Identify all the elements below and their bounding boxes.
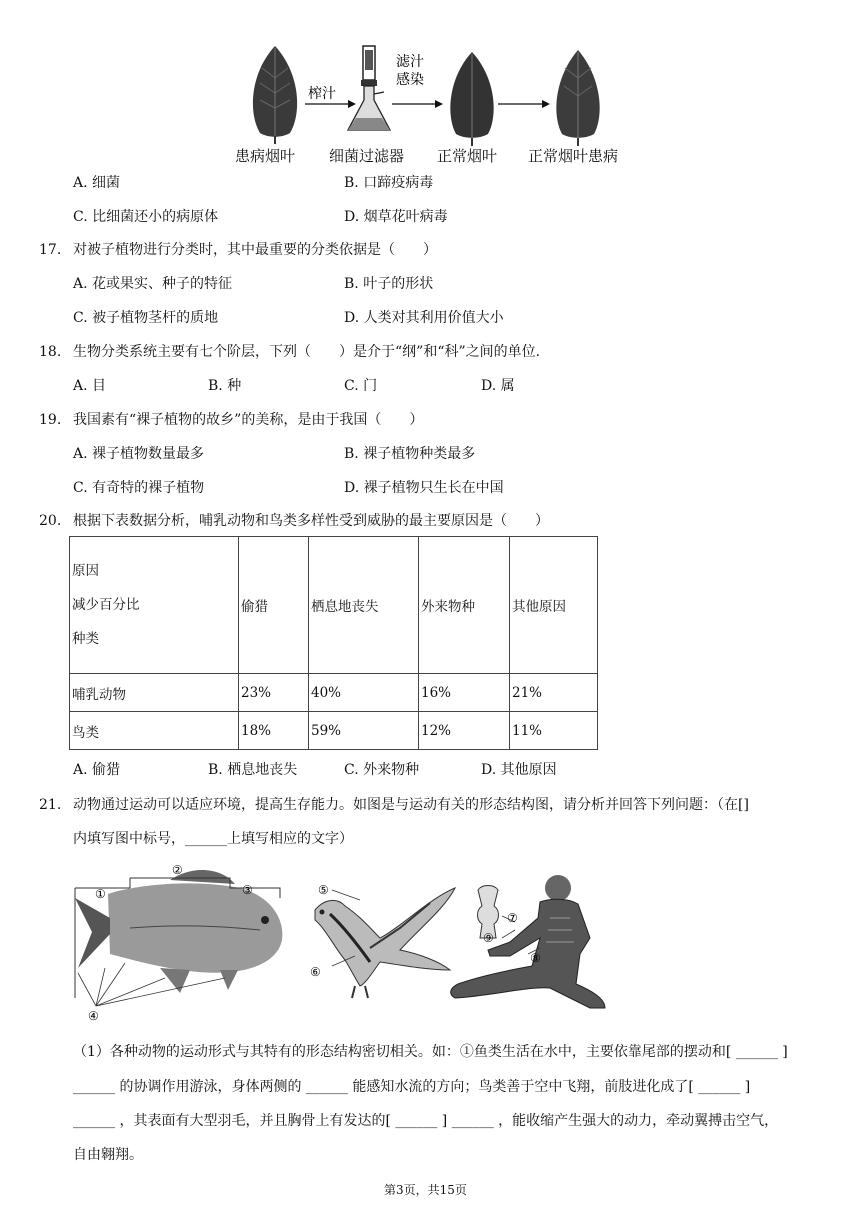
q17-option-b[interactable]: B. 叶子的形状 [344,276,434,292]
table-cell: 18% [239,712,309,750]
threat-causes-table [69,536,598,750]
q17-option-d[interactable]: D. 人类对其利用价值大小 [344,310,504,326]
question-18-stem: 18. 生物分类系统主要有七个阶层，下列（ ）是介于“纲”和“科”之间的单位. [39,344,541,360]
q16-option-c[interactable]: C. 比细菌还小的病原体 [73,209,219,225]
q20-option-c[interactable]: C. 外来物种 [344,762,420,778]
question-21-stem-continued: 内填写图中标号，______上填写相应的文字） [73,831,353,847]
caption-bacteria-filter: 细菌过滤器 [329,147,405,165]
q18-option-d[interactable]: D. 属 [481,378,515,394]
table-header-other-causes: 其他原因 [510,537,598,674]
animal-motion-structures-figure [70,858,610,1026]
caption-diseased-leaf: 患病烟叶 [235,147,296,165]
q19-option-b[interactable]: B. 裸子植物种类最多 [344,446,476,462]
q18-option-c[interactable]: C. 门 [344,378,378,394]
marker-9: ⑨ [483,931,494,945]
human-muscle-image [451,875,605,1008]
q16-option-a[interactable]: A. 细菌 [73,175,121,191]
table-row-label: 鸟类 [70,712,239,750]
question-21-paragraph-line1: （1）各种动物的运动形式与其特有的形态结构密切相关。如：①鱼类生活在水中，主要依靠尾部的摆动和[ ______ ] [73,1044,788,1060]
table-row-label: 哺乳动物 [70,674,239,712]
normal-leaf-image [450,52,493,146]
marker-8: ⑧ [530,951,541,965]
q16-option-d[interactable]: D. 烟草花叶病毒 [344,209,448,225]
marker-2: ② [172,863,183,877]
question-21-stem: 21. 动物通过运动可以适应环境，提高生存能力。如图是与运动有关的形态结构图，请分析并回答下列问题：（在[] [39,797,749,813]
question-19-stem: 19. 我国素有“裸子植物的故乡”的美称，是由于我国（ ） [39,412,424,428]
table-row-mammals [70,674,598,712]
diseased-leaf-image [253,46,297,144]
arrow-label-infect: 感染 [396,72,424,88]
caption-infected-leaf: 正常烟叶患病 [528,147,619,165]
table-cell: 23% [239,674,309,712]
q20-option-d[interactable]: D. 其他原因 [481,762,557,778]
question-20-stem: 20. 根据下表数据分析，哺乳动物和鸟类多样性受到威胁的最主要原因是（ ） [39,513,549,529]
caption-normal-leaf: 正常烟叶 [437,147,498,165]
marker-5: ⑤ [318,883,329,897]
marker-7: ⑦ [507,911,518,925]
q18-option-a[interactable]: A. 目 [73,378,107,394]
table-corner-cell: 原因 减少百分比 种类 [70,537,239,674]
table-cell: 40% [309,674,419,712]
marker-3: ③ [242,883,253,897]
q19-option-d[interactable]: D. 裸子植物只生长在中国 [344,480,504,496]
question-21-paragraph-line4: 自由翱翔。 [73,1147,143,1163]
marker-1: ① [95,887,106,901]
table-cell: 16% [419,674,510,712]
table-cell: 59% [309,712,419,750]
q17-option-c[interactable]: C. 被子植物茎杆的质地 [73,310,219,326]
bird-skeleton-image [315,888,455,998]
table-header-habitat-loss: 栖息地丧失 [309,537,419,674]
q19-option-c[interactable]: C. 有奇特的裸子植物 [73,480,205,496]
table-cell: 11% [510,712,598,750]
q20-option-b[interactable]: B. 栖息地丧失 [208,762,298,778]
marker-6: ⑥ [310,965,321,979]
table-cell: 12% [419,712,510,750]
q17-option-a[interactable]: A. 花或果实、种子的特征 [73,276,233,292]
marker-4: ④ [88,1009,99,1023]
q16-option-b[interactable]: B. 口蹄疫病毒 [344,175,434,191]
page-footer: 第3页，共15页 [384,1183,467,1197]
table-header-row [70,537,598,674]
question-21-paragraph-line2: ______ 的协调作用游泳，身体两侧的 ______ 能感知水流的方向；鸟类善于空中飞翔，前肢进化成了[ ______ ] [73,1079,751,1095]
table-header-invasive-species: 外来物种 [419,537,510,674]
question-21-paragraph-line3: ______ ，其表面有大型羽毛，并且胸骨上有发达的[ ______ ] ______ ，能收缩产生强大的动力，牵动翼搏击空气， [73,1113,779,1129]
table-cell: 21% [510,674,598,712]
question-17-stem: 17. 对被子植物进行分类时，其中最重要的分类依据是（ ） [39,242,437,258]
table-header-poaching: 偷猎 [239,537,309,674]
bacteria-filter-image [348,46,390,130]
arrow-label-squeeze: 榨汁 [308,86,336,102]
infected-leaf-image [556,50,599,146]
q20-option-a[interactable]: A. 偷猎 [73,762,121,778]
arrow-label-filtrate: 滤汁 [396,54,424,70]
q18-option-b[interactable]: B. 种 [208,378,242,394]
q19-option-a[interactable]: A. 裸子植物数量最多 [73,446,205,462]
table-row-birds [70,712,598,750]
